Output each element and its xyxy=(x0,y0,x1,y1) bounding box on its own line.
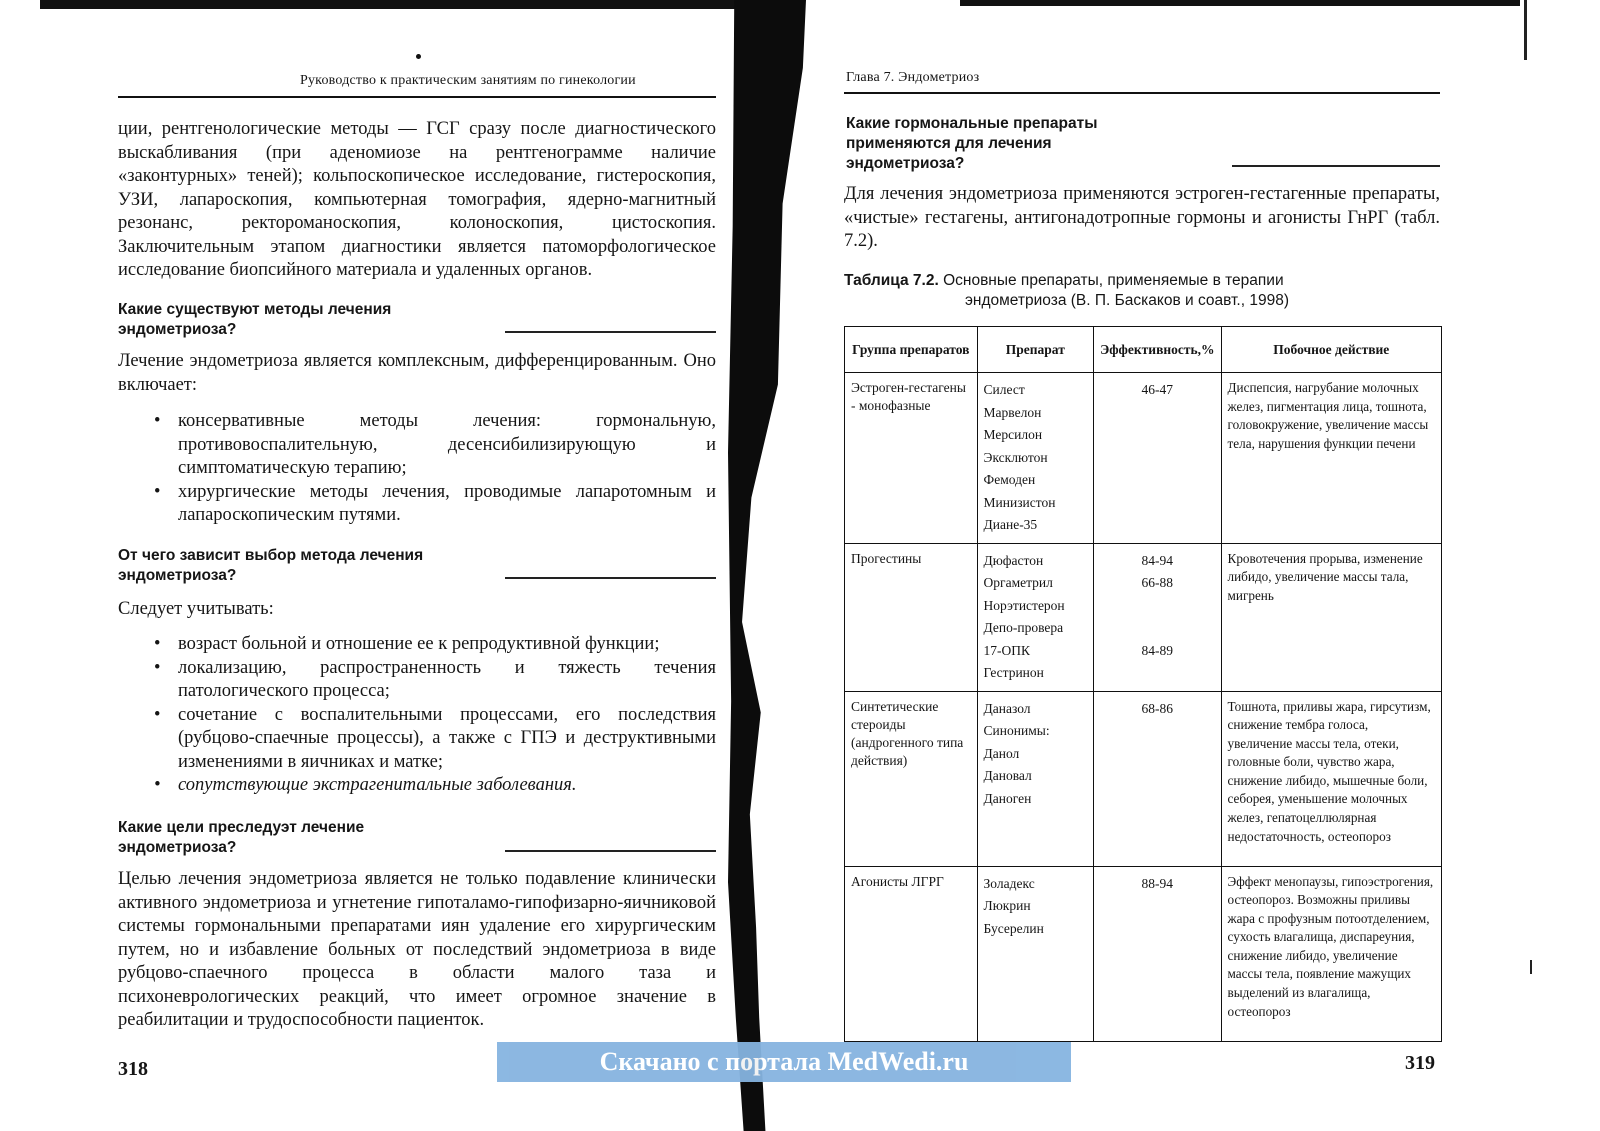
heading-rule xyxy=(505,850,716,852)
cell-efficacy: 68-86 xyxy=(1094,691,1221,866)
heading-rule xyxy=(505,577,716,579)
page-number-left: 318 xyxy=(118,1058,148,1080)
cell-group: Прогестины xyxy=(845,543,978,691)
scan-edge-mark xyxy=(1530,960,1532,974)
cell-efficacy: 46-47 xyxy=(1094,373,1221,544)
page-number-right: 319 xyxy=(1405,1052,1435,1074)
table-row xyxy=(845,691,1442,866)
drugs-table xyxy=(844,326,1442,1042)
cell-drugs: Дюфастон Оргаметрил Норэтистерон Депо-провера 17-ОПК Гестринон xyxy=(977,543,1094,691)
header-rule-right xyxy=(844,92,1440,94)
cell-drugs: Даназол Синонимы: Данол Дановал Даноген xyxy=(977,691,1094,866)
cell-group: Синтетические стероиды (андрогенного типа действия) xyxy=(845,691,978,866)
header-rule-left xyxy=(118,96,716,98)
column-header-side-effects: Побочное действие xyxy=(1221,327,1441,373)
section-heading-hormonal-drugs: Какие гормональные препараты применяются для лечения эндометриоза? xyxy=(846,115,1098,172)
cell-efficacy: 88-94 xyxy=(1094,866,1221,1041)
cell-side-effects: Диспепсия, нагрубание молочных желез, пигментация лица, тошнота, головокружение, увеличение массы тела, нарушения функции печени xyxy=(1221,373,1441,544)
section-paragraph: Для лечения эндометриоза применяются эстроген-гестагенные препараты, «чистые» гестагены, антигонадотропные гормоны и агонисты ГнРГ (табл. 7.2). xyxy=(844,184,1440,251)
section-heading-treatment-goals: Какие цели преследуэт лечение эндометриоза? xyxy=(118,819,365,856)
column-header-group: Группа препаратов xyxy=(845,327,978,373)
section-heading-treatment-methods: Какие существуют методы лечения эндометриоза? xyxy=(118,301,392,338)
left-page xyxy=(0,0,740,1131)
scan-edge-mark xyxy=(1524,0,1527,60)
cell-side-effects: Эффект менопаузы, гипоэстрогения, остеопороз. Возможны приливы жара с профузным потоотделением, сухость влагалища, диспареуния, снижение либидо, увеличение массы тела, появление мажущих выделений из влагалища, остеопороз xyxy=(1221,866,1441,1041)
section-paragraph: Лечение эндометриоза является комплексным, дифференцированным. Оно включает: xyxy=(118,351,716,395)
heading-rule xyxy=(505,331,716,333)
list-item: • сочетание с воспалительными процессами, его последствия (рубцово-спаечные процессы), а также с ГПЭ и деструктивными изменениями в яичниках и матке; xyxy=(118,704,716,775)
bullet-list xyxy=(118,410,716,528)
cell-drugs: Силест Марвелон Мерсилон Эксклютон Фемоден Минизистон Диане-35 xyxy=(977,373,1094,544)
intro-paragraph: ции, рентгенологические методы — ГСГ сразу после диагностического выскабливания (при аденомиозе на рентгенограмме наличие «законтурных» теней); кольпоскопическое исследование, гистероскопия, УЗИ, лапароскопия, компьютерная томография, ядерно-магнитный резонанс, ректороманоскопия, колоноскопия, цистоскопия. Заключительным этапом диагностики является патоморфологическое исследование биопсийного материала и удаленных органов. xyxy=(118,119,716,280)
right-page xyxy=(820,0,1600,1131)
cell-group: Эстроген-гестагены - монофазные xyxy=(845,373,978,544)
cell-side-effects: Кровотечения прорыва, изменение либидо, увеличение массы тала, мигрень xyxy=(1221,543,1441,691)
cell-side-effects: Тошнота, приливы жара, гирсутизм, снижение тембра голоса, увеличение массы тела, отеки, головные боли, чувство жара, снижение либидо, мышечные боли, себорея, уменьшение молочных желез, гепатоцеллюлярная недостаточность, остеопороз xyxy=(1221,691,1441,866)
book-gutter-shadow xyxy=(728,0,806,1131)
cell-drugs: Золадекс Люкрин Бусерелин xyxy=(977,866,1094,1041)
watermark-banner: Скачано с портала MedWedi.ru xyxy=(497,1042,1071,1082)
list-item: • возраст больной и отношение ее к репродуктивной функции; xyxy=(118,633,716,657)
column-header-drug: Препарат xyxy=(977,327,1094,373)
section-paragraph: Следует учитывать: xyxy=(118,599,274,619)
table-row xyxy=(845,866,1442,1041)
table-header-row xyxy=(845,327,1442,373)
running-head-left: Руководство к практическим занятиям по гинекологии xyxy=(300,73,636,88)
bullet-list xyxy=(118,633,716,798)
section-heading-method-choice: От чего зависит выбор метода лечения эндометриоза? xyxy=(118,547,424,584)
section-paragraph: Целью лечения эндометриоза является не только подавление клинически активного эндометриоза и угнетение гипоталамо-гипофизарно-яичниковой системы гормональными препаратами иян удаление его хирургическим путем, но и избавление больных от последствий эндометриоза в виде рубцово-спаечного процесса в области малого таза и психоневрологических реакций, что имеет огромное значение в реабилитации и трудоспособности пациенток. xyxy=(118,869,716,1030)
cell-efficacy: 84-94 66-88 84-89 xyxy=(1094,543,1221,691)
table-row xyxy=(845,543,1442,691)
list-item: • сопутствующие экстрагенитальные заболевания. xyxy=(118,774,716,798)
list-item: • консервативные методы лечения: гормональную, противовоспалительную, десенсибилизирующую и симптоматическую терапию; xyxy=(118,410,716,481)
table-caption: Таблица 7.2. Основные препараты, применяемые в терапии эндометриоза (В. П. Баскаков и соавт., 1998) xyxy=(844,272,1289,309)
cell-group: Агонисты ЛГРГ xyxy=(845,866,978,1041)
list-item: • локализацию, распространенность и тяжесть течения патологического процесса; xyxy=(118,657,716,704)
heading-rule xyxy=(1232,165,1440,167)
table-row xyxy=(845,373,1442,544)
running-head-right: Глава 7. Эндометриоз xyxy=(846,70,980,85)
list-item: • хирургические методы лечения, проводимые лапаротомным и лапароскопическим путями. xyxy=(118,481,716,528)
print-speck xyxy=(416,54,421,59)
column-header-efficacy: Эффективность,% xyxy=(1094,327,1221,373)
